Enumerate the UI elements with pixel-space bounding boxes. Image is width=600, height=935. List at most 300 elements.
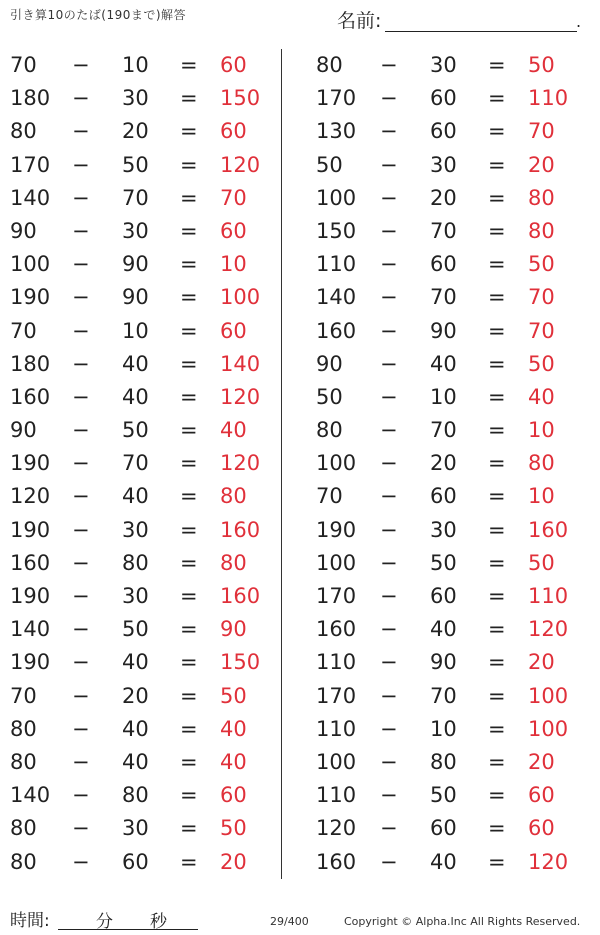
answer: 40: [220, 418, 247, 443]
minuend: 90: [10, 218, 37, 243]
subtrahend: 70: [430, 418, 457, 443]
equals-sign: =: [488, 285, 506, 310]
minus-sign: −: [72, 53, 90, 77]
equals-sign: =: [488, 584, 506, 608]
minuend: 150: [316, 218, 357, 243]
equals-sign: =: [180, 86, 198, 111]
minus-sign: −: [72, 650, 90, 675]
answer: 110: [528, 584, 569, 608]
minuend: 70: [316, 484, 343, 509]
subtrahend: 30: [430, 53, 457, 77]
problem-row: [300, 846, 580, 879]
minuend: 160: [10, 384, 51, 409]
subtrahend: 50: [122, 152, 149, 177]
answer: 160: [220, 584, 261, 608]
minuend: 80: [10, 119, 37, 144]
answer: 120: [220, 384, 261, 409]
answer: 20: [528, 152, 555, 177]
minuend: 160: [10, 550, 51, 575]
minus-sign: −: [380, 252, 398, 277]
subtrahend: 70: [430, 218, 457, 243]
answer: 50: [528, 252, 555, 277]
time-underline: [58, 929, 198, 930]
minus-sign: −: [380, 517, 398, 542]
minus-sign: −: [380, 550, 398, 575]
minus-sign: −: [72, 252, 90, 277]
problem-row: [300, 746, 580, 779]
problem-row: [0, 613, 280, 646]
equals-sign: =: [180, 484, 198, 509]
answer: 20: [528, 749, 555, 774]
time-label: 時間:: [10, 911, 50, 931]
answer: 70: [528, 318, 555, 343]
answer: 80: [528, 185, 555, 210]
subtrahend: 20: [430, 185, 457, 210]
equals-sign: =: [488, 418, 506, 443]
minuend: 190: [10, 650, 51, 675]
minuend: 190: [316, 517, 357, 542]
problem-row: [300, 779, 580, 812]
minuend: 110: [316, 650, 357, 675]
subtrahend: 30: [122, 218, 149, 243]
equals-sign: =: [488, 550, 506, 575]
equals-sign: =: [488, 617, 506, 642]
answer: 100: [528, 683, 569, 708]
minuend: 90: [316, 351, 343, 376]
minuend: 90: [10, 418, 37, 443]
answer: 10: [220, 252, 247, 277]
minutes-label: 分: [96, 912, 113, 932]
equals-sign: =: [180, 849, 198, 874]
equals-sign: =: [180, 584, 198, 608]
subtrahend: 50: [430, 783, 457, 808]
minuend: 190: [10, 517, 51, 542]
equals-sign: =: [488, 451, 506, 476]
answer: 60: [220, 53, 247, 77]
equals-sign: =: [180, 683, 198, 708]
equals-sign: =: [180, 650, 198, 675]
answer: 10: [528, 418, 555, 443]
problem-row: [300, 281, 580, 314]
answer: 120: [220, 451, 261, 476]
subtrahend: 20: [122, 119, 149, 144]
subtrahend: 40: [122, 351, 149, 376]
equals-sign: =: [180, 617, 198, 642]
subtrahend: 60: [122, 849, 149, 874]
subtrahend: 40: [122, 384, 149, 409]
problem-row: [0, 547, 280, 580]
name-label: 名前:: [337, 10, 382, 32]
problem-row: [300, 613, 580, 646]
minuend: 160: [316, 849, 357, 874]
minus-sign: −: [380, 451, 398, 476]
answer: 160: [220, 517, 261, 542]
answer: 70: [220, 185, 247, 210]
equals-sign: =: [180, 816, 198, 841]
subtrahend: 10: [430, 384, 457, 409]
subtrahend: 30: [430, 152, 457, 177]
answer: 110: [528, 86, 569, 111]
problem-column-right: [300, 49, 580, 879]
problem-row: [300, 248, 580, 281]
minus-sign: −: [380, 185, 398, 210]
problem-row: [300, 115, 580, 148]
minuend: 140: [10, 185, 51, 210]
worksheet-title: 引き算10のたば(190まで)解答: [10, 8, 187, 22]
subtrahend: 40: [122, 716, 149, 741]
problem-row: [0, 746, 280, 779]
answer: 50: [528, 550, 555, 575]
equals-sign: =: [180, 285, 198, 310]
problem-row: [300, 49, 580, 82]
equals-sign: =: [488, 119, 506, 144]
subtrahend: 90: [122, 285, 149, 310]
equals-sign: =: [488, 716, 506, 741]
equals-sign: =: [180, 550, 198, 575]
subtrahend: 90: [122, 252, 149, 277]
equals-sign: =: [488, 152, 506, 177]
minus-sign: −: [72, 849, 90, 874]
minuend: 100: [10, 252, 51, 277]
minus-sign: −: [380, 650, 398, 675]
equals-sign: =: [488, 517, 506, 542]
equals-sign: =: [180, 53, 198, 77]
subtrahend: 30: [430, 517, 457, 542]
equals-sign: =: [180, 152, 198, 177]
subtrahend: 90: [430, 318, 457, 343]
minuend: 100: [316, 550, 357, 575]
subtrahend: 70: [122, 451, 149, 476]
problem-row: [300, 82, 580, 115]
subtrahend: 90: [430, 650, 457, 675]
equals-sign: =: [488, 318, 506, 343]
minuend: 100: [316, 185, 357, 210]
equals-sign: =: [488, 218, 506, 243]
answer: 160: [528, 517, 569, 542]
minuend: 120: [316, 816, 357, 841]
equals-sign: =: [180, 119, 198, 144]
minus-sign: −: [380, 152, 398, 177]
page-number: 29/400: [270, 915, 309, 928]
name-dot: .: [576, 12, 582, 31]
answer: 60: [528, 783, 555, 808]
answer: 20: [220, 849, 247, 874]
minus-sign: −: [72, 152, 90, 177]
subtrahend: 60: [430, 86, 457, 111]
column-divider: [281, 49, 282, 879]
answer: 80: [528, 218, 555, 243]
name-field: [337, 6, 587, 32]
minus-sign: −: [72, 517, 90, 542]
answer: 150: [220, 650, 261, 675]
equals-sign: =: [180, 218, 198, 243]
subtrahend: 70: [430, 683, 457, 708]
minus-sign: −: [380, 218, 398, 243]
problem-row: [300, 812, 580, 845]
subtrahend: 60: [430, 484, 457, 509]
answer: 120: [528, 849, 569, 874]
minuend: 80: [10, 816, 37, 841]
answer: 100: [528, 716, 569, 741]
minuend: 100: [316, 451, 357, 476]
equals-sign: =: [488, 86, 506, 111]
problem-row: [300, 547, 580, 580]
subtrahend: 40: [430, 849, 457, 874]
minuend: 190: [10, 584, 51, 608]
minus-sign: −: [72, 185, 90, 210]
equals-sign: =: [488, 749, 506, 774]
problem-row: [0, 281, 280, 314]
minuend: 140: [10, 783, 51, 808]
subtrahend: 70: [430, 285, 457, 310]
problem-row: [0, 49, 280, 82]
equals-sign: =: [488, 252, 506, 277]
minus-sign: −: [72, 86, 90, 111]
answer: 150: [220, 86, 261, 111]
subtrahend: 60: [430, 252, 457, 277]
equals-sign: =: [180, 185, 198, 210]
minus-sign: −: [380, 53, 398, 77]
answer: 80: [528, 451, 555, 476]
subtrahend: 10: [430, 716, 457, 741]
problem-row: [300, 580, 580, 613]
problem-row: [0, 215, 280, 248]
problem-row: [0, 248, 280, 281]
answer: 60: [220, 318, 247, 343]
subtrahend: 40: [430, 351, 457, 376]
minuend: 50: [316, 384, 343, 409]
answer: 10: [528, 484, 555, 509]
subtrahend: 20: [430, 451, 457, 476]
subtrahend: 80: [122, 783, 149, 808]
answer: 50: [220, 816, 247, 841]
minus-sign: −: [72, 584, 90, 608]
minus-sign: −: [380, 584, 398, 608]
minus-sign: −: [72, 816, 90, 841]
problem-row: [0, 713, 280, 746]
minus-sign: −: [72, 484, 90, 509]
answer: 90: [220, 617, 247, 642]
minuend: 160: [316, 318, 357, 343]
subtrahend: 20: [122, 683, 149, 708]
problem-row: [300, 215, 580, 248]
minuend: 180: [10, 86, 51, 111]
minuend: 50: [316, 152, 343, 177]
problem-row: [300, 182, 580, 215]
subtrahend: 60: [430, 584, 457, 608]
answer: 20: [528, 650, 555, 675]
minus-sign: −: [72, 119, 90, 144]
problem-row: [0, 646, 280, 679]
problem-row: [300, 447, 580, 480]
problem-row: [300, 348, 580, 381]
equals-sign: =: [180, 783, 198, 808]
problem-row: [0, 812, 280, 845]
subtrahend: 30: [122, 86, 149, 111]
minus-sign: −: [72, 749, 90, 774]
problem-row: [300, 315, 580, 348]
equals-sign: =: [180, 351, 198, 376]
answer: 70: [528, 119, 555, 144]
copyright-text: Copyright © Alpha.Inc All Rights Reserved.: [344, 915, 581, 928]
subtrahend: 80: [430, 749, 457, 774]
answer: 80: [220, 550, 247, 575]
answer: 60: [220, 783, 247, 808]
minus-sign: −: [72, 384, 90, 409]
equals-sign: =: [488, 849, 506, 874]
subtrahend: 50: [430, 550, 457, 575]
minuend: 80: [10, 849, 37, 874]
minuend: 170: [316, 584, 357, 608]
minus-sign: −: [72, 218, 90, 243]
minus-sign: −: [72, 351, 90, 376]
answer: 60: [220, 218, 247, 243]
subtrahend: 80: [122, 550, 149, 575]
subtrahend: 10: [122, 53, 149, 77]
equals-sign: =: [488, 816, 506, 841]
problem-row: [0, 82, 280, 115]
problem-row: [0, 182, 280, 215]
problem-row: [0, 348, 280, 381]
equals-sign: =: [488, 783, 506, 808]
problem-row: [300, 514, 580, 547]
equals-sign: =: [180, 749, 198, 774]
equals-sign: =: [180, 716, 198, 741]
minus-sign: −: [380, 816, 398, 841]
problem-row: [0, 514, 280, 547]
subtrahend: 40: [122, 650, 149, 675]
minuend: 110: [316, 716, 357, 741]
minus-sign: −: [380, 351, 398, 376]
minuend: 170: [316, 86, 357, 111]
answer: 40: [220, 749, 247, 774]
minus-sign: −: [380, 384, 398, 409]
minus-sign: −: [380, 783, 398, 808]
minus-sign: −: [380, 749, 398, 774]
minus-sign: −: [380, 86, 398, 111]
minuend: 70: [10, 683, 37, 708]
minus-sign: −: [380, 119, 398, 144]
minuend: 70: [10, 318, 37, 343]
minus-sign: −: [380, 849, 398, 874]
answer: 140: [220, 351, 261, 376]
equals-sign: =: [488, 53, 506, 77]
equals-sign: =: [488, 650, 506, 675]
minuend: 80: [10, 749, 37, 774]
equals-sign: =: [488, 484, 506, 509]
problem-row: [0, 580, 280, 613]
subtrahend: 50: [122, 418, 149, 443]
minus-sign: −: [72, 783, 90, 808]
minus-sign: −: [72, 451, 90, 476]
answer: 40: [528, 384, 555, 409]
problem-row: [300, 646, 580, 679]
minuend: 70: [10, 53, 37, 77]
subtrahend: 10: [122, 318, 149, 343]
problem-row: [0, 149, 280, 182]
minuend: 140: [316, 285, 357, 310]
minus-sign: −: [72, 318, 90, 343]
problem-row: [0, 315, 280, 348]
equals-sign: =: [180, 451, 198, 476]
minuend: 170: [10, 152, 51, 177]
equals-sign: =: [180, 384, 198, 409]
minuend: 100: [316, 749, 357, 774]
problem-row: [300, 149, 580, 182]
minus-sign: −: [380, 683, 398, 708]
minuend: 180: [10, 351, 51, 376]
equals-sign: =: [180, 517, 198, 542]
minuend: 190: [10, 285, 51, 310]
problem-row: [300, 713, 580, 746]
problem-row: [0, 414, 280, 447]
problem-row: [0, 846, 280, 879]
answer: 50: [220, 683, 247, 708]
subtrahend: 50: [122, 617, 149, 642]
answer: 60: [528, 816, 555, 841]
minuend: 120: [10, 484, 51, 509]
equals-sign: =: [488, 384, 506, 409]
answer: 120: [528, 617, 569, 642]
problem-row: [0, 447, 280, 480]
subtrahend: 40: [430, 617, 457, 642]
subtrahend: 40: [122, 484, 149, 509]
problem-row: [0, 779, 280, 812]
minus-sign: −: [72, 550, 90, 575]
minuend: 130: [316, 119, 357, 144]
answer: 40: [220, 716, 247, 741]
minuend: 80: [10, 716, 37, 741]
minus-sign: −: [380, 418, 398, 443]
answer: 80: [220, 484, 247, 509]
problem-row: [0, 480, 280, 513]
equals-sign: =: [488, 185, 506, 210]
minuend: 190: [10, 451, 51, 476]
equals-sign: =: [180, 418, 198, 443]
subtrahend: 70: [122, 185, 149, 210]
answer: 60: [220, 119, 247, 144]
equals-sign: =: [180, 252, 198, 277]
minuend: 80: [316, 53, 343, 77]
problem-row: [0, 381, 280, 414]
minus-sign: −: [72, 617, 90, 642]
name-underline: [385, 31, 577, 32]
answer: 70: [528, 285, 555, 310]
minus-sign: −: [380, 285, 398, 310]
subtrahend: 60: [430, 816, 457, 841]
subtrahend: 40: [122, 749, 149, 774]
minus-sign: −: [380, 617, 398, 642]
minuend: 160: [316, 617, 357, 642]
problem-row: [300, 480, 580, 513]
equals-sign: =: [488, 351, 506, 376]
minus-sign: −: [72, 285, 90, 310]
problem-column-left: [0, 49, 280, 879]
subtrahend: 30: [122, 584, 149, 608]
equals-sign: =: [180, 318, 198, 343]
equals-sign: =: [488, 683, 506, 708]
minuend: 80: [316, 418, 343, 443]
problem-row: [0, 680, 280, 713]
subtrahend: 60: [430, 119, 457, 144]
problem-row: [0, 115, 280, 148]
minus-sign: −: [72, 716, 90, 741]
minuend: 110: [316, 252, 357, 277]
subtrahend: 30: [122, 816, 149, 841]
seconds-label: 秒: [150, 912, 167, 932]
problem-row: [300, 381, 580, 414]
minus-sign: −: [72, 418, 90, 443]
